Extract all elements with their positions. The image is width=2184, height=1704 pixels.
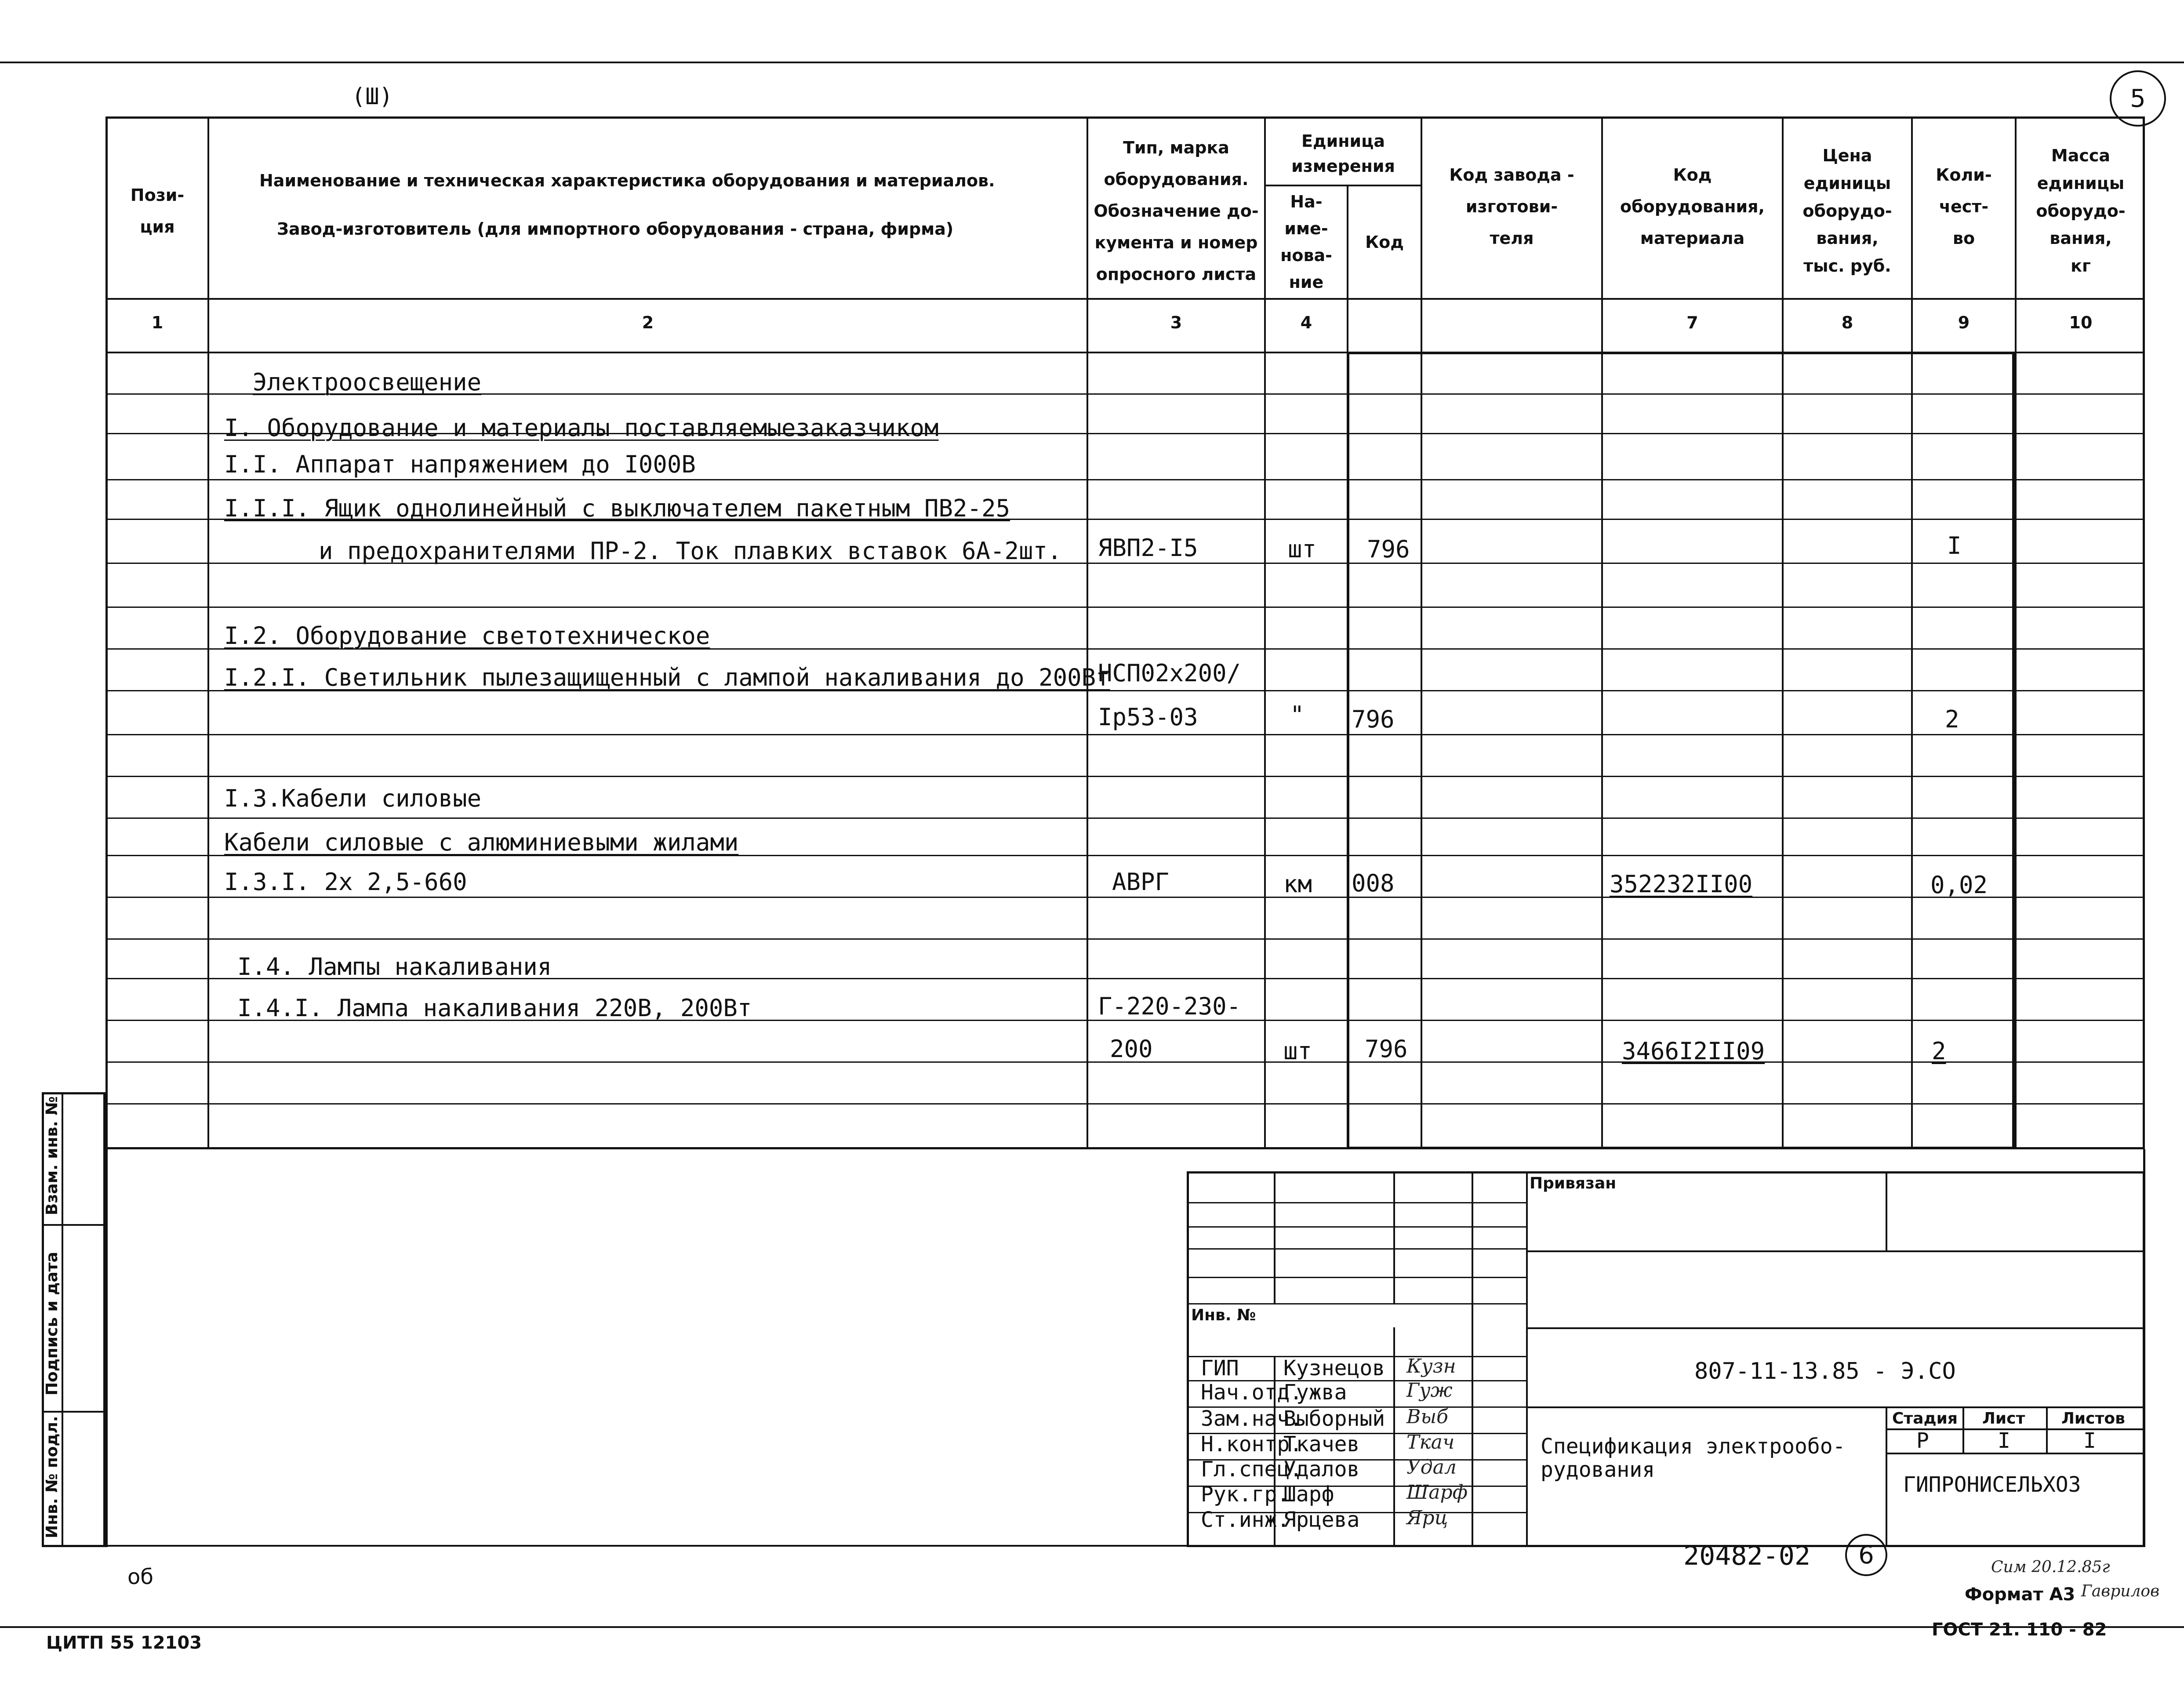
header-bottom-line (105, 298, 2145, 300)
tb-doc-code: 807-11-13.85 - Э.СО (1694, 1358, 1956, 1384)
staff-signature: Кузн (1406, 1355, 1456, 1377)
row-equip-code: 352232II00 (1610, 870, 1753, 898)
header-mass: Масса единицы оборудо- вания, кг (2036, 146, 2126, 276)
tb-inv-no: Инв. № (1191, 1306, 1256, 1324)
header-price: Цена единицы оборудо- вания, тыс. руб. (1802, 146, 1892, 276)
header-equipment-code: Код оборудования, материала (1620, 165, 1765, 248)
row-code: 796 (1367, 535, 1410, 563)
row-name: I.4. Лампы накаливания (237, 953, 552, 981)
header-unit-name: На- име- нова- ние (1280, 192, 1332, 292)
row-type: АВРГ (1112, 868, 1170, 896)
row-type: НСП02х200/ (1098, 659, 1241, 687)
top-border (0, 62, 2184, 63)
tb-line (1526, 1250, 2145, 1252)
row-name: I.3.I. 2х 2,5-660 (224, 868, 467, 896)
row-unit: " (1290, 701, 1305, 729)
row-qty: 2 (1945, 705, 1959, 733)
handwritten-signature: Гаврилов (2081, 1582, 2160, 1600)
staff-name: Гужва (1283, 1380, 1347, 1405)
row-qty: I (1947, 532, 1962, 560)
side-label-inv: Инв. № подл. (43, 1416, 61, 1538)
gost-label: ГОСТ 21. 110 - 82 (1932, 1620, 2107, 1640)
row-unit: км (1283, 870, 1312, 898)
row-code: 008 (1352, 869, 1395, 897)
tb-listov-value: I (2083, 1428, 2096, 1453)
staff-signature: Удал (1406, 1456, 1457, 1479)
tb-line (1187, 1226, 1526, 1228)
header-quantity: Коли- чест- во (1936, 165, 1992, 248)
row-qty: 0,02 (1930, 871, 1988, 899)
tb-line (1886, 1171, 1887, 1250)
cittp-label: ЦИТП 55 12103 (46, 1633, 202, 1653)
tb-organization: ГИПРОНИСЕЛЬХОЗ (1903, 1472, 2081, 1497)
tb-listov-label: Листов (2061, 1410, 2125, 1428)
row-type: 200 (1110, 1035, 1153, 1063)
staff-signature: Ткач (1406, 1431, 1455, 1453)
footer-ob: об (127, 1565, 153, 1589)
side-label-podpis: Подпись и дата (43, 1252, 61, 1395)
colnum-4: 4 (1300, 313, 1312, 332)
row-name: I.I.I. Ящик однолинейный с выключателем пакетным ПВ2-25 (224, 494, 1010, 522)
sheet-roman-number: (Ш) (352, 84, 393, 110)
header-type: Тип, марка оборудования. Обозначение до- кумента и номер опросного листа (1094, 138, 1259, 284)
header-position: Пози- ция (130, 185, 185, 236)
staff-name: Ярцева (1283, 1508, 1360, 1532)
archive-number: 20482-02 (1683, 1541, 1810, 1571)
sheet-circle-number: 5 (2110, 70, 2166, 127)
staff-name: Шарф (1283, 1482, 1334, 1507)
row-name: Электроосвещение (253, 368, 482, 396)
tb-list-value: I (1998, 1428, 2010, 1453)
side-label-vzam: Взам. инв. № (43, 1096, 61, 1215)
colnum-8: 8 (1841, 313, 1853, 332)
colnum-10: 10 (2069, 313, 2093, 332)
colnum-3: 3 (1170, 313, 1182, 332)
staff-role: ГИП (1201, 1356, 1239, 1381)
row-name: I.I. Аппарат напряжением до I000В (224, 451, 696, 478)
tb-line (1472, 1171, 1473, 1547)
handwritten-note: Сим 20.12.85г (1991, 1558, 2110, 1576)
bold-data-block (1347, 352, 2015, 1149)
tb-list-label: Лист (1982, 1410, 2025, 1428)
row-name: I.2. Оборудование светотехническое (224, 622, 710, 650)
row-name: I.3.Кабели силовые (224, 785, 482, 812)
row-code: 796 (1365, 1035, 1408, 1063)
row-name: и предохранителями ПР-2. Ток плавких вставок 6А-2шт. (319, 537, 1062, 565)
row-name: I.4.I. Лампа накаливания 220В, 200Вт (237, 994, 752, 1022)
staff-name: Ткачев (1283, 1432, 1360, 1457)
side-stamp-line (62, 1092, 63, 1547)
staff-role: Нач.отд. (1201, 1380, 1303, 1405)
staff-signature: Ярц (1406, 1507, 1448, 1529)
staff-signature: Шарф (1406, 1481, 1468, 1504)
colnum-7: 7 (1686, 313, 1698, 332)
staff-name: Удалов (1283, 1457, 1360, 1482)
tb-line (1187, 1248, 1526, 1250)
tb-line (1962, 1406, 1964, 1453)
colnum-1: 1 (151, 313, 164, 332)
tb-stadiya-label: Стадия (1892, 1410, 1958, 1428)
tb-line (1393, 1171, 1395, 1303)
tb-line (1526, 1327, 2145, 1329)
header-name-line2: Завод-изготовитель (для импортного оборудования - страна, фирма) (277, 219, 954, 239)
row-type: Г-220-230- (1098, 992, 1241, 1020)
tb-line (1393, 1327, 1395, 1547)
colnum-9: 9 (1958, 313, 1970, 332)
header-factory-code: Код завода - изготови- теля (1449, 165, 1574, 248)
tb-privyazan: Привязан (1530, 1174, 1617, 1192)
row-name: I. Оборудование и материалы поставляемыезаказчиком (224, 414, 939, 442)
staff-role: Рук.гр. (1201, 1482, 1290, 1507)
frame-left (105, 1149, 108, 1547)
tb-line (2046, 1406, 2048, 1453)
row-equip-code: 3466I2II09 (1622, 1037, 1765, 1065)
header-unit-code: Код (1365, 232, 1404, 252)
circle-six: 6 (1845, 1534, 1887, 1576)
row-code: 796 (1352, 705, 1395, 733)
tb-line (1526, 1171, 1528, 1547)
staff-name: Выборный (1283, 1406, 1385, 1431)
tb-line (1187, 1202, 1526, 1203)
tb-line (1274, 1171, 1276, 1303)
header-unit: Единица измерения (1291, 131, 1395, 176)
staff-role: Гл.спец. (1201, 1457, 1303, 1482)
side-stamp-line (42, 1224, 105, 1226)
header-name-line1: Наименование и техническая характеристика оборудования и материалов. (259, 171, 995, 190)
tb-line (1526, 1406, 2145, 1408)
staff-signature: Гуж (1406, 1379, 1453, 1402)
row-type: Iр53-03 (1098, 703, 1198, 731)
tb-line (1187, 1277, 1526, 1278)
tb-line (1886, 1406, 1887, 1547)
row-name: I.2.I. Светильник пылезащищенный с лампой накаливания до 200Вт (224, 664, 1110, 691)
staff-role: Н.контр. (1201, 1432, 1303, 1457)
col-line (207, 116, 209, 1149)
row-qty: 2 (1932, 1037, 1946, 1065)
side-stamp-line (42, 1411, 105, 1413)
row-type: ЯВП2-I5 (1098, 534, 1198, 562)
staff-signature: Выб (1406, 1406, 1449, 1428)
bottom-border (0, 1626, 2184, 1628)
tb-title: Спецификация электрообо- рудования (1541, 1434, 1846, 1482)
format-label: Формат А3 (1965, 1584, 2075, 1605)
staff-role: Зам.нач. (1201, 1406, 1303, 1431)
staff-name: Кузнецов (1283, 1356, 1385, 1381)
tb-stadiya-value: Р (1916, 1428, 1929, 1453)
staff-role: Ст.инж. (1201, 1508, 1290, 1532)
colnum-2: 2 (642, 313, 654, 332)
row-name: Кабели силовые с алюминиевыми жилами (224, 828, 739, 856)
tb-line (1187, 1303, 1526, 1304)
row-unit: шт (1288, 535, 1317, 563)
row-unit: шт (1283, 1037, 1312, 1065)
